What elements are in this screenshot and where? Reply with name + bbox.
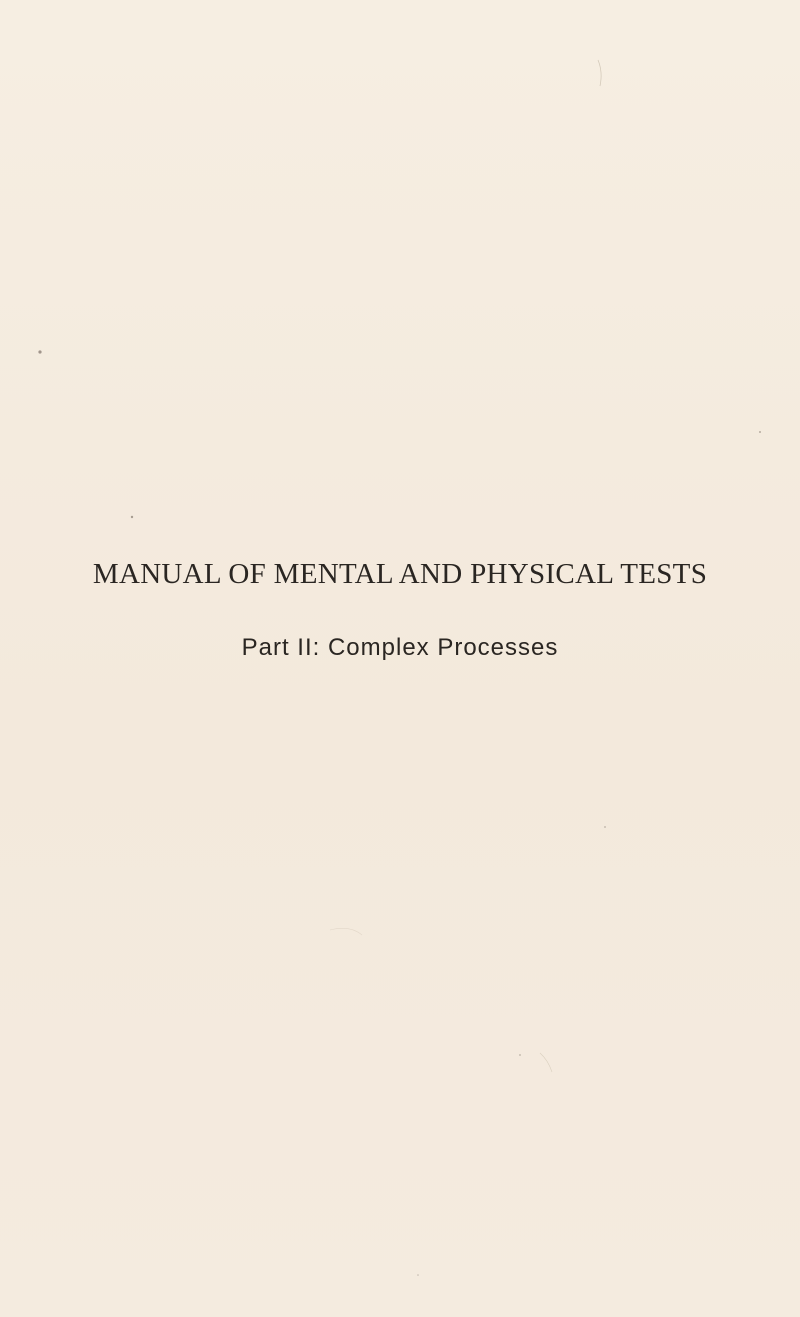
book-subtitle: Part II: Complex Processes bbox=[241, 634, 559, 661]
book-title: MANUAL OF MENTAL AND PHYSICAL TESTS bbox=[92, 558, 708, 590]
